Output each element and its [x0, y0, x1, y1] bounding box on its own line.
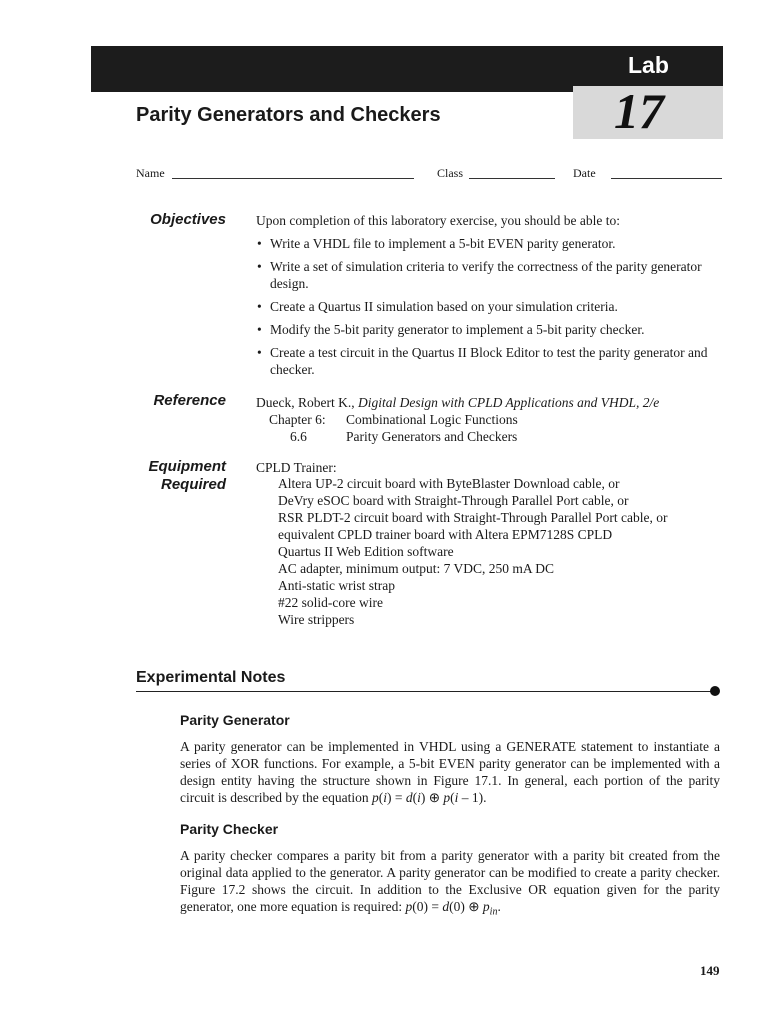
list-item: • Create a Quartus II simulation based on your simulation criteria. [255, 298, 730, 315]
parity-generator-paragraph [180, 738, 720, 806]
objectives-list [255, 235, 730, 384]
list-item: • Write a set of simulation criteria to verify the correctness of the parity generator design. [255, 258, 730, 292]
parity-checker-paragraph [180, 847, 720, 921]
equipment-heading [76, 458, 226, 494]
list-item: RSR PLDT-2 circuit board with Straight-Through Parallel Port cable, or [278, 510, 668, 525]
list-item: Wire strippers [278, 612, 355, 627]
parity-generator-equation: p(i) = d(i) ⊕ p(i – 1). [371, 790, 487, 805]
name-line[interactable] [172, 178, 414, 179]
list-item: #22 solid-core wire [278, 595, 383, 610]
date-line[interactable] [611, 178, 722, 179]
equipment-intro: CPLD Trainer: [256, 460, 337, 475]
list-item: AC adapter, minimum output: 7 VDC, 250 mA DC [278, 561, 554, 576]
equipment-list [278, 475, 718, 628]
reference-section-label: 6.6 [290, 429, 307, 444]
parity-generator-heading: Parity Generator [180, 712, 290, 728]
experimental-notes-heading: Experimental Notes [136, 669, 286, 686]
list-item: • Modify the 5-bit parity generator to implement a 5-bit parity checker. [255, 321, 730, 338]
list-item: Altera UP-2 circuit board with ByteBlaster Download cable, or [278, 476, 620, 491]
reference-author: Dueck, Robert K., [256, 395, 358, 410]
list-item: Quartus II Web Edition software [278, 544, 454, 559]
page-number: 149 [700, 963, 720, 978]
list-item: equivalent CPLD trainer board with Altera EPM7128S CPLD [278, 527, 613, 542]
parity-checker-heading: Parity Checker [180, 821, 279, 837]
equipment-heading-line1: Equipment [148, 458, 226, 475]
lab-word: Lab [628, 52, 669, 78]
page-title: Parity Generators and Checkers [136, 104, 441, 126]
reference-chapter-label: Chapter 6: [269, 412, 326, 427]
date-label: Date [573, 166, 596, 180]
list-item: DeVry eSOC board with Straight-Through Parallel Port cable, or [278, 493, 629, 508]
reference-heading: Reference [153, 392, 226, 409]
reference-chapter-title: Combinational Logic Functions [346, 412, 518, 427]
lab-number: 17 [614, 83, 664, 139]
divider-dot [710, 686, 720, 696]
reference-citation [256, 394, 726, 411]
reference-section-title: Parity Generators and Checkers [346, 429, 518, 444]
class-line[interactable] [469, 178, 555, 179]
class-label: Class [437, 166, 464, 180]
objectives-intro: Upon completion of this laboratory exercise, you should be able to: [256, 213, 621, 228]
list-item: • Create a test circuit in the Quartus II Block Editor to test the parity generator and checker. [255, 344, 730, 378]
objectives-heading: Objectives [150, 211, 226, 228]
section-divider [136, 691, 714, 692]
reference-book: Digital Design with CPLD Applications and VHDL, 2/e [357, 395, 660, 410]
equipment-heading-line2: Required [160, 476, 226, 493]
list-item: Anti-static wrist strap [278, 578, 395, 593]
parity-checker-text: A parity checker compares a parity bit from a parity generator with a parity bit created from the original data applied to the generator. A parity generator can be modified to create a parity checker. Figure 17.2 shows the circuit. In addition to the Exclusive OR equation given for the parity generator, one more equation is required: [180, 848, 720, 914]
list-item: • Write a VHDL file to implement a 5-bit EVEN parity generator. [255, 235, 730, 252]
name-label: Name [136, 166, 165, 180]
parity-checker-equation: p(0) = d(0) ⊕ $p_{in}$. [405, 899, 501, 918]
parity-generator-text: A parity generator can be implemented in VHDL using a GENERATE statement to instantiate a series of XOR functions. For example, a 5-bit EVEN parity generator can be implemented with a design entity having the structure shown in Figure 17.1. In general, each portion of the parity circuit is described by the equation [180, 739, 720, 805]
